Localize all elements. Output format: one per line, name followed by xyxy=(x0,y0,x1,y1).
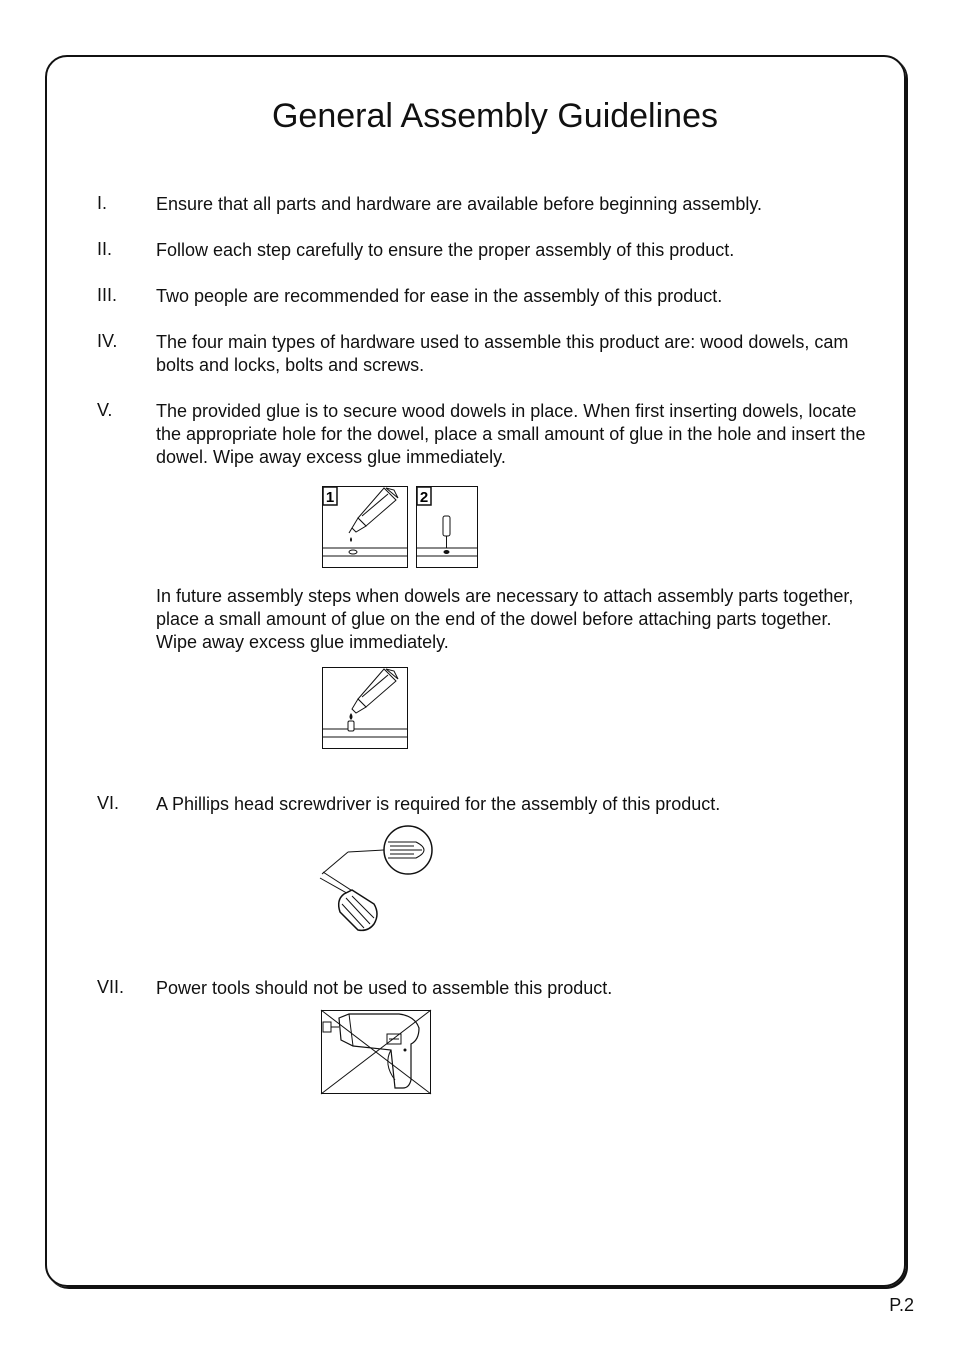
screwdriver-figure xyxy=(318,824,436,936)
item-number: I. xyxy=(97,193,108,213)
page-number: P.2 xyxy=(889,1295,914,1315)
step-label: 1 xyxy=(325,489,335,506)
item-text: Follow each step carefully to ensure the proper assembly of this product. xyxy=(156,240,735,260)
glue-in-hole-figure xyxy=(322,486,408,568)
page-title: General Assembly Guidelines xyxy=(271,97,718,135)
item-number: V. xyxy=(97,400,113,420)
glue-on-dowel-figure xyxy=(322,667,408,749)
insert-dowel-figure xyxy=(416,486,478,568)
item-text: Ensure that all parts and hardware are available before beginning assembly. xyxy=(156,194,763,214)
item-number: VII. xyxy=(97,977,125,997)
item-text: A Phillips head screwdriver is required for the assembly of this product. xyxy=(156,794,721,814)
glue-dowel-icon xyxy=(322,667,408,749)
phillips-screwdriver-icon xyxy=(318,824,436,936)
item-number: II. xyxy=(97,239,113,259)
item-number: IV. xyxy=(97,331,118,351)
no-power-tools-figure xyxy=(321,1010,431,1094)
item-number: VI. xyxy=(97,793,120,813)
dowel-icon xyxy=(416,486,478,568)
item-text: The provided glue is to secure wood dowels in place. When first inserting dowels, locate the appropriate hole for the dowel, place a small amount of glue in the hole and insert the dowel. Wipe away excess glue immediately. xyxy=(156,401,866,467)
glue-bottle-icon xyxy=(322,486,408,568)
item-text: The four main types of hardware used to assemble this product are: wood dowels, cam bolts and locks, bolts and screws. xyxy=(156,332,849,375)
step-label: 2 xyxy=(419,489,429,506)
crossed-drill-icon xyxy=(321,1010,431,1094)
item-number: III. xyxy=(97,285,118,305)
item-text: Power tools should not be used to assemble this product. xyxy=(156,978,613,998)
glue-note: In future assembly steps when dowels are necessary to attach assembly parts together, place a small amount of glue on the end of the dowel before attaching parts together. Wipe away excess glue immediately. xyxy=(156,586,854,652)
item-text: Two people are recommended for ease in the assembly of this product. xyxy=(156,286,723,306)
